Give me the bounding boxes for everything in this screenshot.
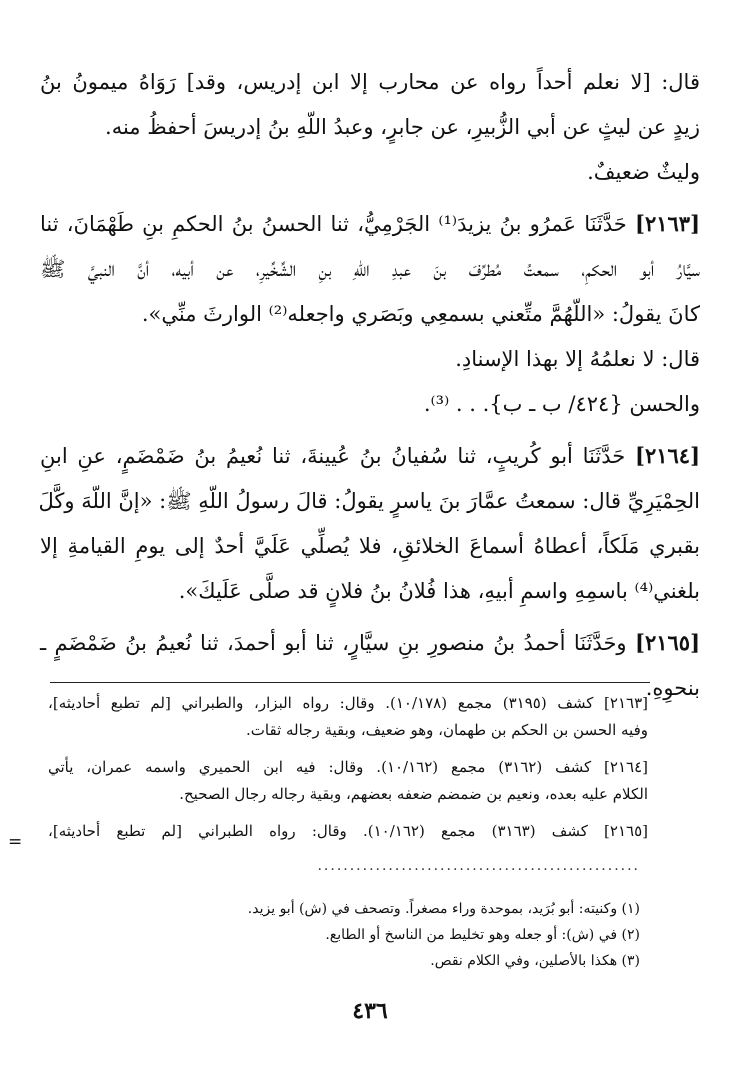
text-line: زيدٍ عن ليثٍ عن أبي الزُّبيرِ، عن جابرٍ، وعبدُ اللّهِ بنُ إدريسَ أحفظُ منه. xyxy=(105,115,700,139)
hadith-number: [٢١٦٤] xyxy=(635,443,700,468)
note-line: وفيه الحسن بن الحكم بن طهمان، وهو ضعيف، وبقية رجاله ثقات. xyxy=(246,721,648,739)
hadith-2163-line: والحسن {٤٢٤/ ب ـ ب}. . . ⁽³⁾. xyxy=(423,392,700,416)
dotted-separator: .................................................. xyxy=(317,858,640,874)
hadith-number: [٢١٦٣] xyxy=(635,211,700,236)
hadith-2164-line: بلغني⁽⁴⁾ باسمِهِ واسمِ أبيهِ، هذا فُلانُ بنُ فلانٍ قد صلَّى عَلَيكَ». xyxy=(178,579,700,603)
footnote: (٢) في (ش): أو جعله وهو تخليط من الناسخ أو الطابع. xyxy=(325,927,640,943)
hadith-text: حَدَّثَنَا عَمرُو بنُ يزيدَ⁽¹⁾ الجَرْمِيُّ، ثنا الحسنُ بنُ الحكمِ بنِ طَهْمَانَ، ثنا xyxy=(40,212,627,236)
hadith-2163-line: قال: لا نعلمُهُ إلا بهذا الإسنادِ. xyxy=(455,347,700,371)
takhrij-notes xyxy=(48,690,648,845)
hadith-2163-line xyxy=(40,201,700,247)
hadith-2164-line xyxy=(40,433,700,479)
hadith-text: حَدَّثَنَا أبو كُريبٍ، ثنا سُفيانُ بنُ عُيينةَ، ثنا نُعيمُ بنُ ضَمْضَمٍ، عنِ ابنِ xyxy=(40,444,626,468)
note-line: [٢١٦٥] كشف (٣١٦٣) مجمع (١٠/١٦٢). وقال: رواه الطبراني [لم تطبع أحاديثه]، xyxy=(48,822,649,840)
text-line: قال: [لا نعلم أحداً رواه عن محارب إلا ابن إدريس، وقد] رَوَاهُ ميمونُ بنُ xyxy=(40,70,700,94)
footnote: (٣) هكذا بالأصلين، وفي الكلام نقص. xyxy=(430,953,640,969)
page-number: ٤٣٦ xyxy=(352,998,388,1024)
hadith-2165-line xyxy=(40,620,700,666)
hadith-2164-line: الحِمْيَرِيِّ قال: سمعتُ عمَّارَ بنَ ياسرٍ يقولُ: قالَ رسولُ اللّهِ ﷺ: «إنَّ اللّهَ وكَّلَ xyxy=(38,489,700,513)
note-line: [٢١٦٤] كشف (٣١٦٢) مجمع (١٠/١٦٢). وقال: فيه ابن الحميري واسمه عمران، يأتي xyxy=(48,758,648,776)
hadith-text: وحَدَّثَنَا أحمدُ بنُ منصورِ بنِ سيَّارٍ، ثنا أبو أحمدَ، ثنا نُعيمُ بنُ ضَمْضَمٍ ـ xyxy=(40,631,627,655)
note-line: الكلام عليه بعده، ونعيم بن ضمضم ضعفه بعضهم، وبقية رجاله رجال الصحيح. xyxy=(179,785,648,803)
continuation-mark: = xyxy=(8,832,23,852)
hadith-number: [٢١٦٥] xyxy=(635,630,700,655)
main-text xyxy=(40,60,700,711)
hadith-2163-line: سيَّارُ أبو الحكمِ، سمعتُ مُطرِّفَ بنَ عبدِ اللّهِ بنِ الشِّخِّيرِ، عن أبيه، أنَّ النبيَّ ﷺ xyxy=(40,257,700,281)
notes-divider xyxy=(50,682,650,683)
hadith-2165-line: بنحوِهِ. xyxy=(645,676,700,700)
text-line: وليثٌ ضعيفٌ. xyxy=(587,160,700,184)
hadith-2164-line: بقبري مَلَكاً، أعطاهُ أسماعَ الخلائقِ، فلا يُصلِّي عَلَيَّ أحدٌ إلى يومِ القيامةِ إلا xyxy=(40,534,700,558)
footnote: (١) وكنيته: أبو بُرَيد، بموحدة وراء مصغراً. وتصحف في (ش) أبو يزيد. xyxy=(247,901,640,917)
footnotes xyxy=(40,896,640,974)
note-line: [٢١٦٣] كشف (٣١٩٥) مجمع (١٠/١٧٨). وقال: رواه البزار، والطبراني [لم تطبع أحاديثه]، xyxy=(48,694,648,712)
hadith-2163-line: كانَ يقولُ: «اللّهُمَّ متِّعني بسمعِي وبَصَري واجعله⁽²⁾ الوارثَ منِّي». xyxy=(141,302,700,326)
